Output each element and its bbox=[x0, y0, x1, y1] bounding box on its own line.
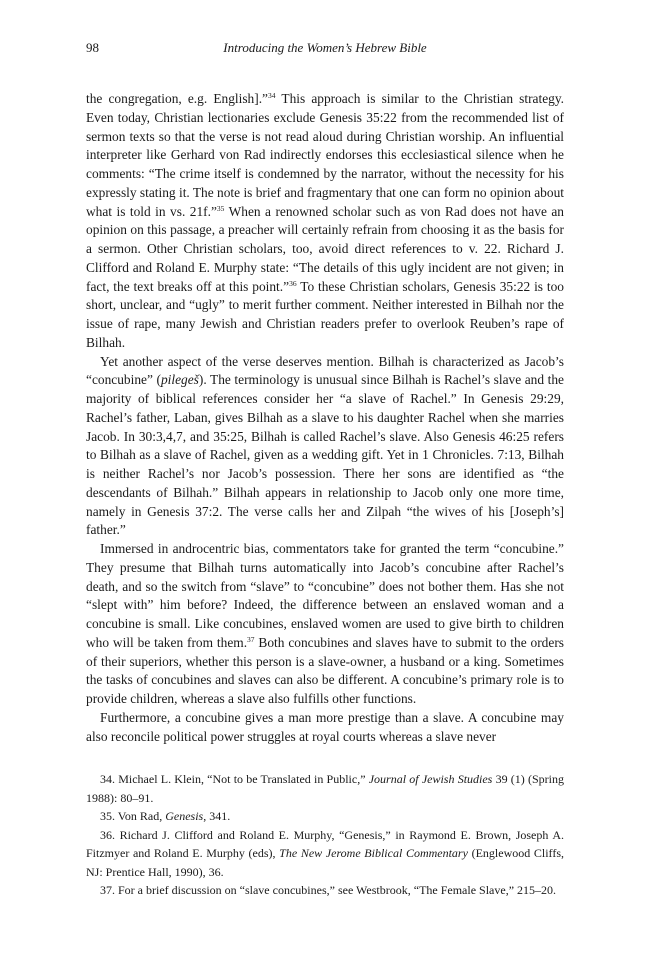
text-run: , 341. bbox=[203, 809, 231, 824]
text-run: Furthermore, a concubine gives a man more prestige than a slave. A concubine may also reconcile political power struggles at royal courts whereas a slave never bbox=[86, 709, 564, 744]
footnote bbox=[86, 807, 564, 826]
book-title: Introducing the Women’s Hebrew Bible bbox=[223, 40, 427, 55]
footnote-ref: 34 bbox=[268, 91, 276, 100]
text-run: To these Christian scholars, Genesis 35:22 is too short, unclear, and “ugly” to merit further comment. Neither interested in Bilhah nor the issue of rape, many Jewish and Christian readers prefer to overlook Reuben’s rape of Bilhah. bbox=[86, 278, 564, 350]
footnote bbox=[86, 770, 564, 807]
text-run: ). The terminology is unusual since Bilhah is Rachel’s slave and the majority of biblical references consider her “a slave of Rachel.” In Genesis 29:29, Rachel’s father, Laban, gives Bilhah as a slave to his daughter Rachel when she marries Jacob. In 30:3,4,7, and 35:25, Bilhah is called Rachel’s slave. Also Genesis 46:25 refers to Bilhah as a slave of Rachel, given as a wedding gift. Yet in 1 Chronicles. 7:13, Bilhah is neither Rachel’s nor Jacob’s possession. There her sons are identified as “the descendants of Bilhah.” Bilhah appears in relationship to Jacob only one more time, namely in Genesis 37:2. The verse calls her and Zilpah “the wives of his [Joseph’s] father.” bbox=[86, 372, 564, 538]
text-run: 34. Michael L. Klein, “Not to be Translated in Public,” bbox=[100, 772, 369, 787]
running-head bbox=[86, 40, 564, 62]
text-run: 36. Richard J. Clifford and Roland E. Murphy, “Genesis,” in Raymond E. Brown, Joseph A. Fitzmyer and Roland E. Murphy (eds), bbox=[86, 827, 564, 861]
text-run: This approach is similar to the Christian strategy. Even today, Christian lectionaries exclude Genesis 35:22 from the recommended list of sermon texts so that the verse is not read aloud during Christian worship. An influential interpreter like Gerhard von Rad indirectly endorses this ecclesiastical silence when he comments: “The crime itself is condemned by the narrator, without the necessity for his expressly stating it. The note is brief and fragmentary that one can form no opinion about what is told in vs. 21f.” bbox=[86, 91, 565, 219]
text-run: 37. For a brief discussion on “slave concubines,” see Westbrook, “The Female Slave,” 215–20. bbox=[100, 883, 557, 898]
text-run: Yet another aspect of the verse deserves mention. Bilhah is characterized as Jacob’s “concubine” ( bbox=[86, 353, 564, 388]
text-run: the congregation, e.g. English].” bbox=[86, 91, 268, 106]
text-run: 39 (1) (Spring 1988): 80–91. bbox=[86, 772, 564, 805]
page-number: 98 bbox=[86, 40, 99, 55]
text-run: Both concubines and slaves have to submit to the orders of their superiors, whether this person is a slave-owner, a husband or a king. Sometimes the tasks of concubines and slaves can also be different. A concubine’s primary role is to provide children, whereas a slave also fulfills other functions. bbox=[86, 634, 564, 706]
italic-text: Journal of Jewish Studies bbox=[368, 772, 493, 787]
paragraph bbox=[86, 90, 564, 353]
footnote-ref: 35 bbox=[216, 203, 225, 213]
text-run: 35. Von Rad, bbox=[100, 809, 166, 824]
text-run: When a renowned scholar such as von Rad does not have an opinion on this passage, a preacher will certainly refrain from choosing it as the basis for a sermon. Other Christian scholars, too, avoid direct references to v. 22. Richard J. Clifford and Roland E. Murphy state: “The details of this ugly incident are not given; in fact, the text breaks off at this point.” bbox=[86, 203, 564, 294]
paragraph bbox=[86, 353, 564, 541]
footnote bbox=[86, 826, 564, 882]
text-run: Immersed in androcentric bias, commentators take for granted the term “concubine.” They presume that Bilhah turns automatically into Jacob’s concubine after Rachel’s death, and so the switch from “slave” to “concubine” does not bother them. Has she not “slept with” him before? Indeed, the difference between an enslaved woman and a concubine is small. Like concubines, enslaved women are used to give birth to children who will be taken from them. bbox=[86, 541, 564, 650]
italic-text: Genesis bbox=[165, 809, 204, 824]
footnote bbox=[86, 881, 564, 900]
paragraph bbox=[86, 540, 564, 709]
footnote-ref: 36 bbox=[289, 278, 297, 288]
footnote-ref: 37 bbox=[247, 634, 255, 644]
text-run: (Englewood Cliffs, NJ: Prentice Hall, 1990), 36. bbox=[86, 846, 564, 879]
italic-text: The New Jerome Biblical Commentary bbox=[279, 846, 468, 861]
book-page bbox=[86, 40, 564, 900]
body-text bbox=[86, 90, 564, 746]
footnotes bbox=[86, 770, 564, 900]
paragraph bbox=[86, 709, 564, 747]
italic-text: pilegeš bbox=[160, 372, 199, 388]
